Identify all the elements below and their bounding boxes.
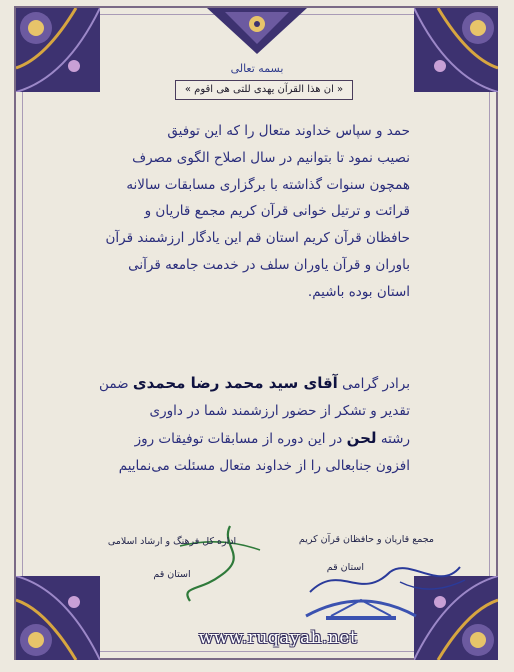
top-center-ornament	[207, 8, 307, 54]
address-paragraph	[86, 370, 410, 480]
signature-block-left	[102, 536, 242, 580]
address-line-4: افزون جنابعالی را از خداوند متعال مسئلت می‌نماییم	[118, 458, 410, 474]
body-line: نصیب نمود تا بتوانیم در سال اصلاح الگوی مصرف	[132, 149, 410, 166]
body-line: قرائت و ترتیل خوانی قرآن کریم مجمع قاریان و	[144, 203, 410, 220]
signature-right-org: مجمع قاریان و حافظان قرآن کریم	[298, 534, 434, 545]
judging-field: لحن	[346, 429, 377, 447]
address-line3-end: در این دوره از مسابقات توفیقات روز	[134, 431, 343, 447]
quran-verse-box: « ان هذا القرآن يهدی للتی هی اقوم »	[175, 80, 353, 100]
address-line-3	[86, 425, 410, 453]
address-suffix: ضمن	[99, 376, 129, 392]
body-line: همچون سنوات گذاشته با برگزاری مسابقات سالانه	[126, 176, 410, 193]
address-line-1	[86, 370, 410, 398]
body-line: حمد و سپاس خداوند متعال را که این توفیق	[167, 123, 410, 139]
corner-ornament-top-left	[16, 8, 100, 92]
address-prefix: برادر گرامی	[342, 376, 410, 392]
body-line: باوران و قرآن یاوران سلف در خدمت جامعه قرآنی	[128, 256, 410, 273]
address-line3-start: رشته	[380, 431, 410, 447]
organization-stamp	[286, 586, 436, 626]
body-line: حافظان قرآن کریم استان قم این یادگار ارزشمند قرآن	[105, 230, 410, 247]
basmala-heading: بسمه تعالی	[230, 62, 284, 75]
address-line-2: تقدیر و تشکر از حضور ارزشمند شما در داوری	[149, 403, 410, 419]
recipient-name: آقای سید محمد رضا محمدی	[132, 374, 338, 392]
signature-block-right	[274, 534, 434, 573]
corner-ornament-top-right	[414, 8, 498, 92]
website-watermark: www.ruqayah.net	[198, 628, 358, 648]
signature-left-org: اداره کل فرهنگ و ارشاد اسلامی	[107, 536, 237, 547]
signature-right-place: استان قم	[326, 562, 364, 573]
signature-left-place: استان قم	[153, 569, 191, 580]
body-line: استان بوده باشیم.	[307, 283, 410, 300]
corner-ornament-bottom-left	[16, 576, 100, 660]
body-paragraph	[86, 118, 410, 306]
